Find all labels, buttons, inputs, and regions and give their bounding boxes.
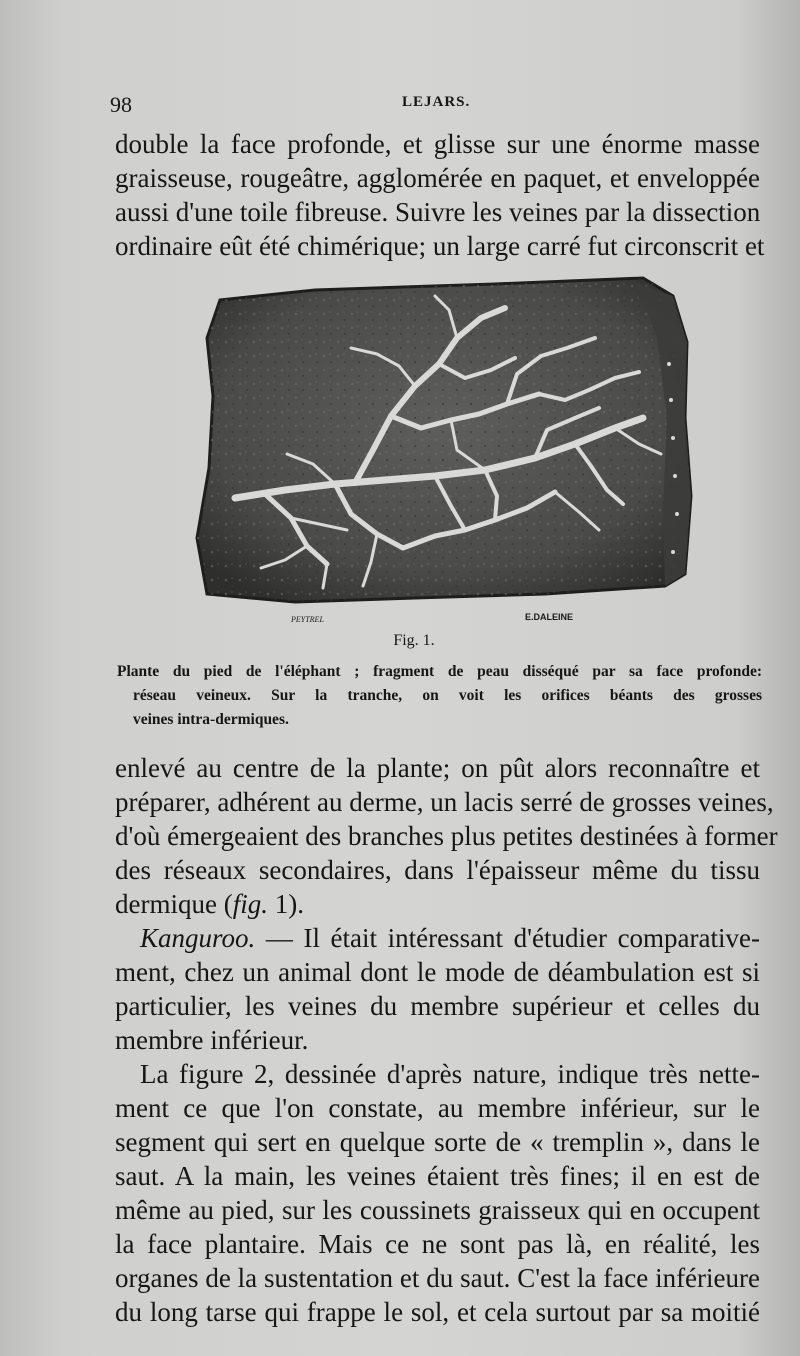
text-line: saut. A la main, les veines étaient très fines; il en est de [115,1161,760,1191]
figure-label: Fig. 1. [393,632,435,649]
text-line: double la face profonde, et glisse sur une énorme masse [115,129,760,159]
text-line: particulier, les veines du membre supérieur et celles du [115,991,760,1021]
section-title-kanguroo: Kanguroo. [140,923,256,953]
text-line: ment ce que l'on constate, au membre inférieur, sur le [115,1093,760,1123]
text-line: aussi d'une toile fibreuse. Suivre les veines par la dissection [115,197,761,227]
figure-caption-line: Plante du pied de l'éléphant ; fragment de peau disséqué par sa face profonde: [117,663,762,680]
page-number: 98 [110,92,132,117]
text-line: des réseaux secondaires, dans l'épaisseur même du tissu [115,855,760,885]
text-line: même au pied, sur les coussinets graisseux qui en occupent [115,1195,760,1225]
figure-elephant-skin [195,268,695,630]
text-line: ordinaire eût été chimérique; un large carré fut circonscrit et [115,231,765,261]
text-line: la face plantaire. Mais ce ne sont pas là, en réalité, les [115,1229,760,1259]
running-title: LEJARS. [402,94,471,110]
figure-caption-line: réseau veineux. Sur la tranche, on voit les orifices béants des grosses [133,687,762,704]
text-line: La figure 2, dessinée d'après nature, indique très nette- [140,1059,760,1089]
text-line: segment qui sert en quelque sorte de « tremplin », dans le [115,1127,760,1157]
text-line-figure-ref: dermique (fig. 1). [115,889,304,919]
text-line: enlevé au centre de la plante; on pût alors reconnaître et [115,753,760,783]
text-line: ment, chez un animal dont le mode de déambulation est si [115,957,760,987]
page-header [110,92,760,116]
engraver-signature-left: PEYTREL [291,615,324,624]
text-line: préparer, adhérent au derme, un lacis serré de grosses veines, [115,787,774,817]
engraver-signature-right: E.DALEINE [525,612,574,622]
section-heading-line: Kanguroo. — Il était intéressant d'étudier comparative- [140,923,760,953]
figure-caption-line: veines intra-dermiques. [133,711,289,728]
text-line: membre inférieur. [115,1025,309,1055]
vein-network-illustration [195,268,695,630]
text-line: graisseuse, rougeâtre, agglomérée en paquet, et enveloppée [115,163,760,193]
text-line: d'où émergeaient des branches plus petites destinées à former [115,821,778,851]
text-line: organes de la sustentation et du saut. C'est la face inférieure [115,1263,760,1293]
text-line: du long tarse qui frappe le sol, et cela surtout par sa moitié [115,1297,760,1327]
